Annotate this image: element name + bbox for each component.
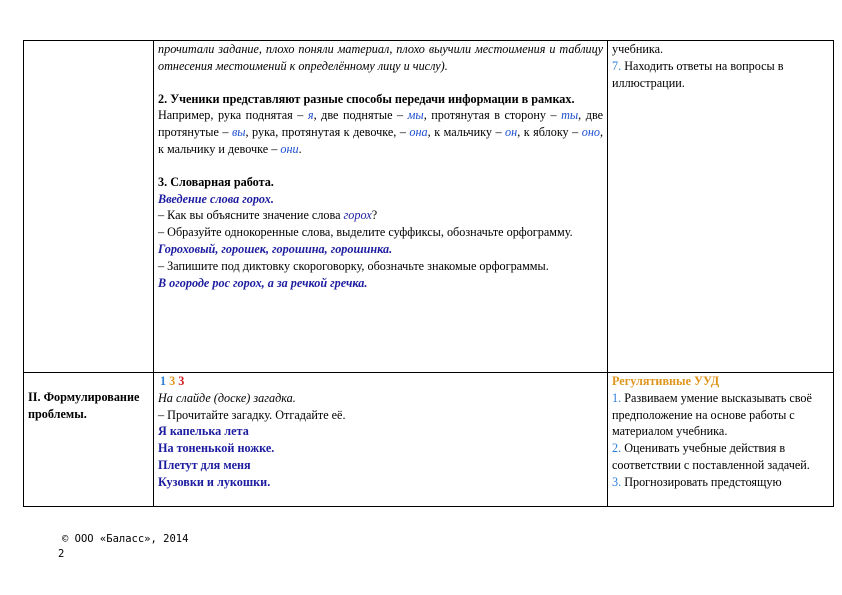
stage-cell-empty xyxy=(24,41,154,373)
table-row xyxy=(24,41,834,373)
pronoun-ona: она xyxy=(409,125,428,140)
marker-1: 1 xyxy=(160,374,167,388)
section2-paragraph: Например, рука поднятая – я, две поднятые – мы, протянутая в сторону – ты, две протянутые – вы, рука, протянутая к девочке, – она, к мальчику – он, к яблоку – оно, к мальчику и девочке – они. xyxy=(158,108,604,156)
stage-title: II. Формулирование проблемы. xyxy=(28,390,140,421)
section3-title: 3. Словарная работа. xyxy=(158,174,274,189)
intro-tail: прочитали задание, плохо поняли материал, плохо выучили местоимения и таблицу отнесения местоимений к определённому лицу и числу). xyxy=(158,42,603,73)
question-3: – Запишите под диктовку скороговорку, обозначьте знакомые орфограммы. xyxy=(158,258,549,273)
tongue-twister: В огороде рос горох, а за речкой гречка. xyxy=(158,275,368,290)
pronoun-vy: вы xyxy=(231,125,246,140)
pronoun-my: мы xyxy=(407,108,424,123)
marker-3: 3 xyxy=(178,374,185,388)
table-row xyxy=(24,373,834,507)
uud-cell xyxy=(608,41,834,373)
pronoun-ty: ты xyxy=(561,108,579,123)
activity-cell xyxy=(154,373,608,507)
riddle-line: Кузовки и лукошки. xyxy=(158,474,271,489)
instruction: – Прочитайте загадку. Отгадайте её. xyxy=(158,407,346,422)
activity-cell xyxy=(154,41,608,373)
page-number: 2 xyxy=(58,548,65,560)
stage-cell xyxy=(24,373,154,507)
uud-line-1: учебника. xyxy=(612,42,664,56)
riddle-line: На тоненькой ножке. xyxy=(158,441,275,456)
marker-2: 3 xyxy=(169,374,176,388)
uud-item: 3. Прогнозировать предстоящую xyxy=(612,474,782,489)
uud-item-7: 7. Находить ответы на вопросы в иллюстрации. xyxy=(612,58,784,90)
uud-item: 1. Развиваем умение высказывать своё предположение на основе работы с материалом учебника. xyxy=(612,390,812,439)
question-1: – Как вы объясните значение слова горох? xyxy=(158,208,378,223)
section2-title: 2. Ученики представляют разные способы передачи информации в рамках. xyxy=(158,91,575,106)
lesson-plan-table xyxy=(23,40,834,507)
uud-heading: Регулятивные УУД xyxy=(612,374,720,388)
difficulty-markers xyxy=(158,373,603,390)
pronoun-on: он xyxy=(505,125,518,140)
riddle-line: Плетут для меня xyxy=(158,457,251,472)
pronoun-ono: оно xyxy=(581,125,600,140)
question-2: – Образуйте однокоренные слова, выделите суффиксы, обозначьте орфограмму. xyxy=(158,225,573,240)
slide-note: На слайде (доске) загадка. xyxy=(158,390,296,405)
pronoun-ya: я xyxy=(307,108,314,123)
copyright: © ООО «Баласс», 2014 xyxy=(62,533,189,545)
derived-words: Гороховый, горошек, горошина, горошинка. xyxy=(158,241,393,256)
uud-cell xyxy=(608,373,834,507)
uud-item: 2. Оценивать учебные действия в соответствии с поставленной задачей. xyxy=(612,441,810,472)
pronoun-oni: они xyxy=(280,141,299,156)
section3-intro: Введение слова горох. xyxy=(158,191,274,206)
riddle-line: Я капелька лета xyxy=(158,424,249,439)
